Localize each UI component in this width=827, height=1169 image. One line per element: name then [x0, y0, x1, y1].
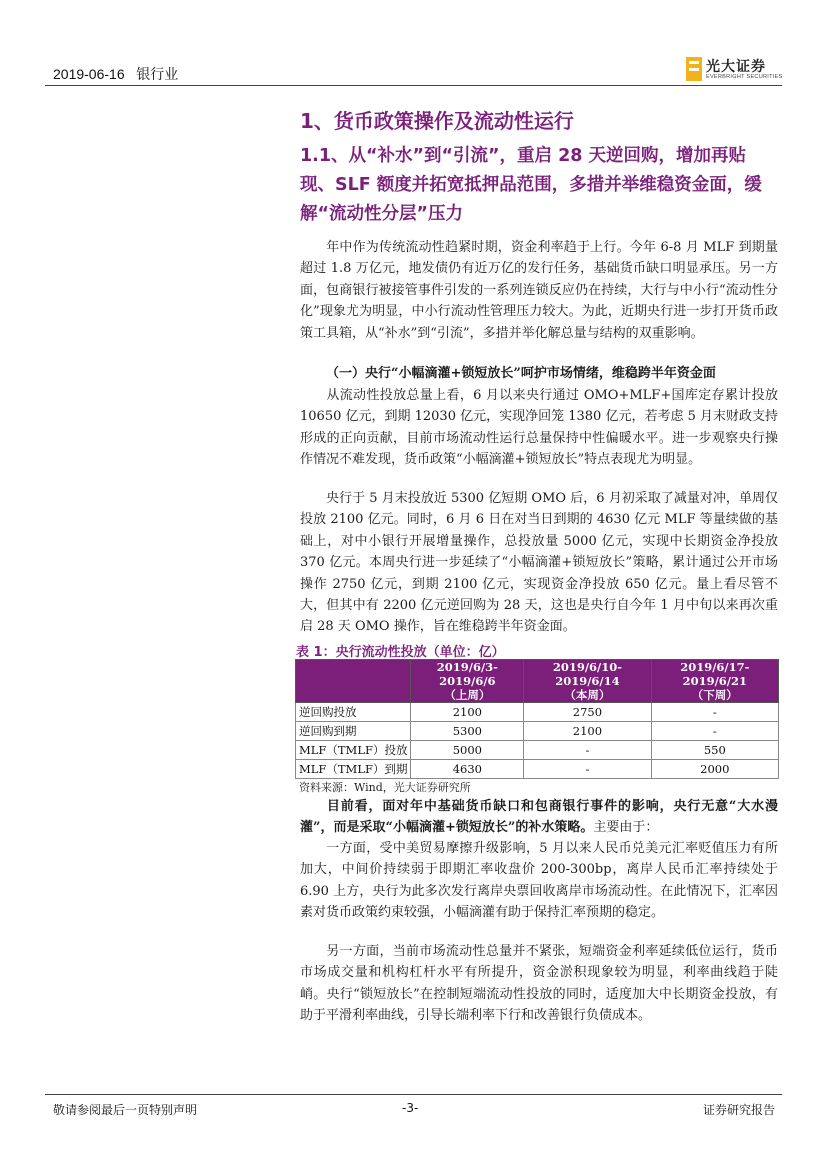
logo-name: 光大证券	[706, 59, 766, 75]
table-cell: -	[524, 741, 651, 760]
table-cell: -	[651, 722, 778, 741]
paragraph-3	[300, 488, 778, 638]
section-title: 1、货币政策操作及流动性运行	[300, 109, 574, 133]
table-row	[296, 703, 779, 722]
paragraph-5-text: 一方面，受中美贸易摩擦升级影响，5 月以来人民币兑美元汇率贬值压力有所加大，中间价持续弱于即期汇率收盘价 200-300bp，离岸人民币汇率持续处于 6.90 上方，央行为此多次发行离岸央票回收离岸市场流动性。在此情况下，汇率因素对货币政策约束较强，小幅滴灌有助于保持汇率预期的稳定。	[300, 841, 778, 921]
logo-mark-icon	[686, 57, 702, 81]
table-header-cell: 2019/6/17-2019/6/21 （下周）	[651, 660, 778, 703]
table-cell: 550	[651, 741, 778, 760]
report-sector: 银行业	[136, 66, 179, 82]
subsection-title: 1.1、从“补水”到“引流”，重启 28 天逆回购，增加再贴现、SLF 额度并拓宽抵押品范围，多措并举维稳资金面，缓解“流动性分层”压力	[300, 146, 762, 224]
paragraph-6-text: 另一方面，当前市场流动性总量并不紧张，短端资金利率延续低位运行，货币市场成交量和机构杠杆水平有所提升，资金淤积现象较为明显，利率曲线趋于陡峭。央行“锁短放长”在控制短端流动性投放的同时，适度加大中长期资金投放，有助于平滑利率曲线，引导长端利率下行和改善银行负债成本。	[300, 944, 778, 1024]
table-cell: 5000	[411, 741, 524, 760]
liquidity-table	[295, 659, 779, 779]
row-label: MLF（TMLF）到期	[296, 760, 411, 779]
table-cell: 4630	[411, 760, 524, 779]
company-logo	[686, 55, 784, 83]
row-label: 逆回购投放	[296, 703, 411, 722]
table-header-blank	[296, 660, 411, 703]
table-cell: -	[651, 703, 778, 722]
table-title: 表 1：央行流动性投放（单位：亿）	[296, 645, 505, 660]
sub-heading-text: （一）央行“小幅滴灌+锁短放长”呵护市场情绪，维稳跨半年资金面	[326, 366, 716, 381]
paragraph-1	[300, 237, 778, 344]
paragraph-4-text: 主要由于：	[593, 820, 659, 836]
header-divider	[45, 85, 782, 86]
table-header-cell: 2019/6/3-2019/6/6 （上周）	[411, 660, 524, 703]
table-cell: 2750	[524, 703, 651, 722]
row-label: MLF（TMLF）投放	[296, 741, 411, 760]
table-row	[296, 722, 779, 741]
table-cell: 2000	[651, 760, 778, 779]
paragraph-3-text: 央行于 5 月末投放近 5300 亿短期 OMO 后，6 月初采取了减量对冲，单周仅投放 2100 亿元。同时，6 月 6 日在对当日到期的 4630 亿元 MLF 等量续做的基础上，对中小银行开展增量操作，总投放量 5000 亿元，实现中长期资金净投放 370 亿元。本周央行进一步延续了“小幅滴灌+锁短放长”策略，累计通过公开市场操作 2750 亿元，到期 2100 亿元，实现资金净投放 650 亿元。量上看尽管不大，但其中有 2200 亿元逆回购为 28 天，这也是央行自今年 1 月中旬以来再次重启 28 天 OMO 操作，旨在维稳跨半年资金面。	[300, 491, 778, 635]
paragraph-2-text: 从流动性投放总量上看，6 月以来央行通过 OMO+MLF+国库定存累计投放 10650 亿元，到期 12030 亿元，实现净回笼 1380 亿元，若考虑 5 月末财政支持形成的正向贡献，目前市场流动性运行总量保持中性偏暖水平。进一步观察央行操作情况不难发现，货币政策“小幅滴灌+锁短放长”特点表现尤为明显。	[300, 388, 778, 468]
paragraph-4	[300, 796, 778, 839]
logo-english-name: EVERBRIGHT SECURITIES	[706, 74, 783, 80]
table-source: 资料来源：Wind，光大证券研究所	[299, 781, 471, 794]
table-header-row	[296, 660, 779, 703]
row-label: 逆回购到期	[296, 722, 411, 741]
report-date: 2019-06-16	[53, 66, 125, 82]
sub-heading	[300, 362, 778, 381]
table-cell: -	[524, 760, 651, 779]
footer-report-type: 证券研究报告	[703, 1103, 776, 1117]
footer-disclaimer: 敬请参阅最后一页特别声明	[53, 1103, 198, 1117]
table-cell: 2100	[524, 722, 651, 741]
table-row	[296, 760, 779, 779]
paragraph-5	[300, 838, 778, 924]
paragraph-1-text: 年中作为传统流动性趋紧时期，资金利率趋于上行。今年 6-8 月 MLF 到期量超过 1.8 万亿元，地发债仍有近万亿的发行任务，基础货币缺口明显承压。另一方面，包商银行被接管事件引发的一系列连锁反应仍在持续，大行与中小行“流动性分化”现象尤为明显，中小行流动性管理压力较大。为此，近期央行进一步打开货币政策工具箱，从“补水”到“引流”，多措并举化解总量与结构的双重影响。	[300, 240, 778, 341]
table-row	[296, 741, 779, 760]
paragraph-6	[300, 941, 778, 1027]
footer-divider	[45, 1094, 782, 1095]
paragraph-4-bold: 目前看，面对年中基础货币缺口和包商银行事件的影响，央行无意“大水漫灌”，而是采取“小幅滴灌+锁短放长”的补水策略。	[300, 799, 778, 836]
table-cell: 5300	[411, 722, 524, 741]
table-header-cell: 2019/6/10-2019/6/14 （本周）	[524, 660, 651, 703]
paragraph-2	[300, 385, 778, 471]
table-cell: 2100	[411, 703, 524, 722]
report-header	[53, 64, 178, 84]
page-number: -3-	[402, 1101, 419, 1115]
